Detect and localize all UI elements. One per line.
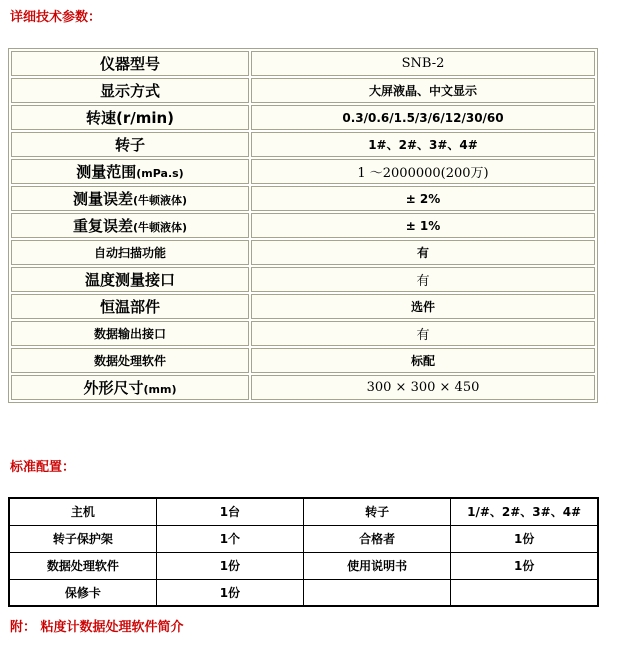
spec-row (11, 348, 595, 373)
spec-label-cell (11, 375, 249, 400)
spec-label-text: 测量范围 (76, 163, 137, 181)
config-cell: 1份 (451, 525, 598, 552)
spec-value-cell: 300 × 300 × 450 (251, 375, 595, 400)
spec-label-text: 测量误差 (72, 190, 133, 208)
spec-value-cell: 1#、2#、3#、4# (251, 132, 595, 157)
config-cell: 1份 (451, 552, 598, 579)
config-cell: 1份 (156, 579, 303, 606)
config-cell: 1/#、2#、3#、4# (451, 498, 598, 525)
spec-row (11, 240, 595, 265)
config-row (9, 498, 598, 525)
spec-label-text: 温度测量接口 (84, 271, 175, 289)
config-table-body (9, 498, 598, 606)
spec-label-note: (牛顿液体) (132, 221, 188, 234)
config-cell: 使用说明书 (304, 552, 451, 579)
config-cell (304, 579, 451, 606)
spec-label-text: 重复误差 (72, 217, 133, 235)
spec-label-text: 数据输出接口 (93, 327, 166, 341)
spec-label-cell (11, 105, 249, 130)
config-cell (451, 579, 598, 606)
spec-label-cell (11, 294, 249, 319)
spec-row (11, 78, 595, 103)
spec-row (11, 51, 595, 76)
section-title-software: 附： 粘度计数据处理软件简介 (10, 620, 184, 635)
config-cell: 转子保护架 (9, 525, 156, 552)
spec-label-cell (11, 267, 249, 292)
spec-label-cell (11, 213, 249, 238)
section-title-specs: 详细技术参数： (10, 10, 102, 25)
spec-label-cell (11, 348, 249, 373)
spec-label-cell (11, 240, 249, 265)
spec-value-cell: 大屏液晶、中文显示 (251, 78, 595, 103)
specs-table (8, 48, 598, 403)
config-cell: 主机 (9, 498, 156, 525)
spec-row (11, 267, 595, 292)
config-row (9, 552, 598, 579)
config-cell: 数据处理软件 (9, 552, 156, 579)
spec-value-cell: 标配 (251, 348, 595, 373)
spec-row (11, 321, 595, 346)
spec-row (11, 375, 595, 400)
spec-row (11, 186, 595, 211)
config-cell: 1份 (156, 552, 303, 579)
spec-value-cell: 选件 (251, 294, 595, 319)
spec-label-cell (11, 159, 249, 184)
spec-label-cell (11, 132, 249, 157)
spec-label-text: 显示方式 (99, 82, 160, 100)
specs-table-body (11, 51, 595, 400)
config-cell: 1台 (156, 498, 303, 525)
config-cell: 合格者 (304, 525, 451, 552)
config-row (9, 525, 598, 552)
config-cell: 1个 (156, 525, 303, 552)
spec-label-cell (11, 186, 249, 211)
config-cell: 转子 (304, 498, 451, 525)
spec-label-text: 转速(r/min) (85, 109, 175, 127)
spec-value-cell: ± 2% (251, 186, 595, 211)
spec-value-cell: 0.3/0.6/1.5/3/6/12/30/60 (251, 105, 595, 130)
spec-row (11, 159, 595, 184)
spec-value-cell: ± 1% (251, 213, 595, 238)
spec-label-text: 恒温部件 (99, 298, 160, 316)
spec-row (11, 213, 595, 238)
spec-label-text: 转子 (114, 136, 145, 154)
spec-row (11, 294, 595, 319)
spec-label-cell (11, 321, 249, 346)
config-cell: 保修卡 (9, 579, 156, 606)
spec-value-cell: 有 (251, 321, 595, 346)
spec-value-cell: 有 (251, 240, 595, 265)
spec-label-text: 外形尺寸 (83, 379, 144, 397)
spec-value-cell: 1 ～2000000(200万) (251, 159, 595, 184)
spec-label-text: 仪器型号 (99, 55, 160, 73)
spec-value-cell: SNB-2 (251, 51, 595, 76)
spec-label-note: (mm) (143, 383, 177, 396)
config-table (8, 497, 599, 607)
config-row (9, 579, 598, 606)
spec-label-cell (11, 78, 249, 103)
spec-value-cell: 有 (251, 267, 595, 292)
spec-row (11, 105, 595, 130)
spec-row (11, 132, 595, 157)
spec-label-note: (牛顿液体) (132, 194, 188, 207)
spec-label-text: 数据处理软件 (93, 354, 166, 368)
spec-label-note: (mPa.s) (136, 167, 184, 180)
spec-label-text: 自动扫描功能 (93, 246, 166, 260)
section-title-config: 标准配置： (10, 460, 76, 475)
spec-label-cell (11, 51, 249, 76)
